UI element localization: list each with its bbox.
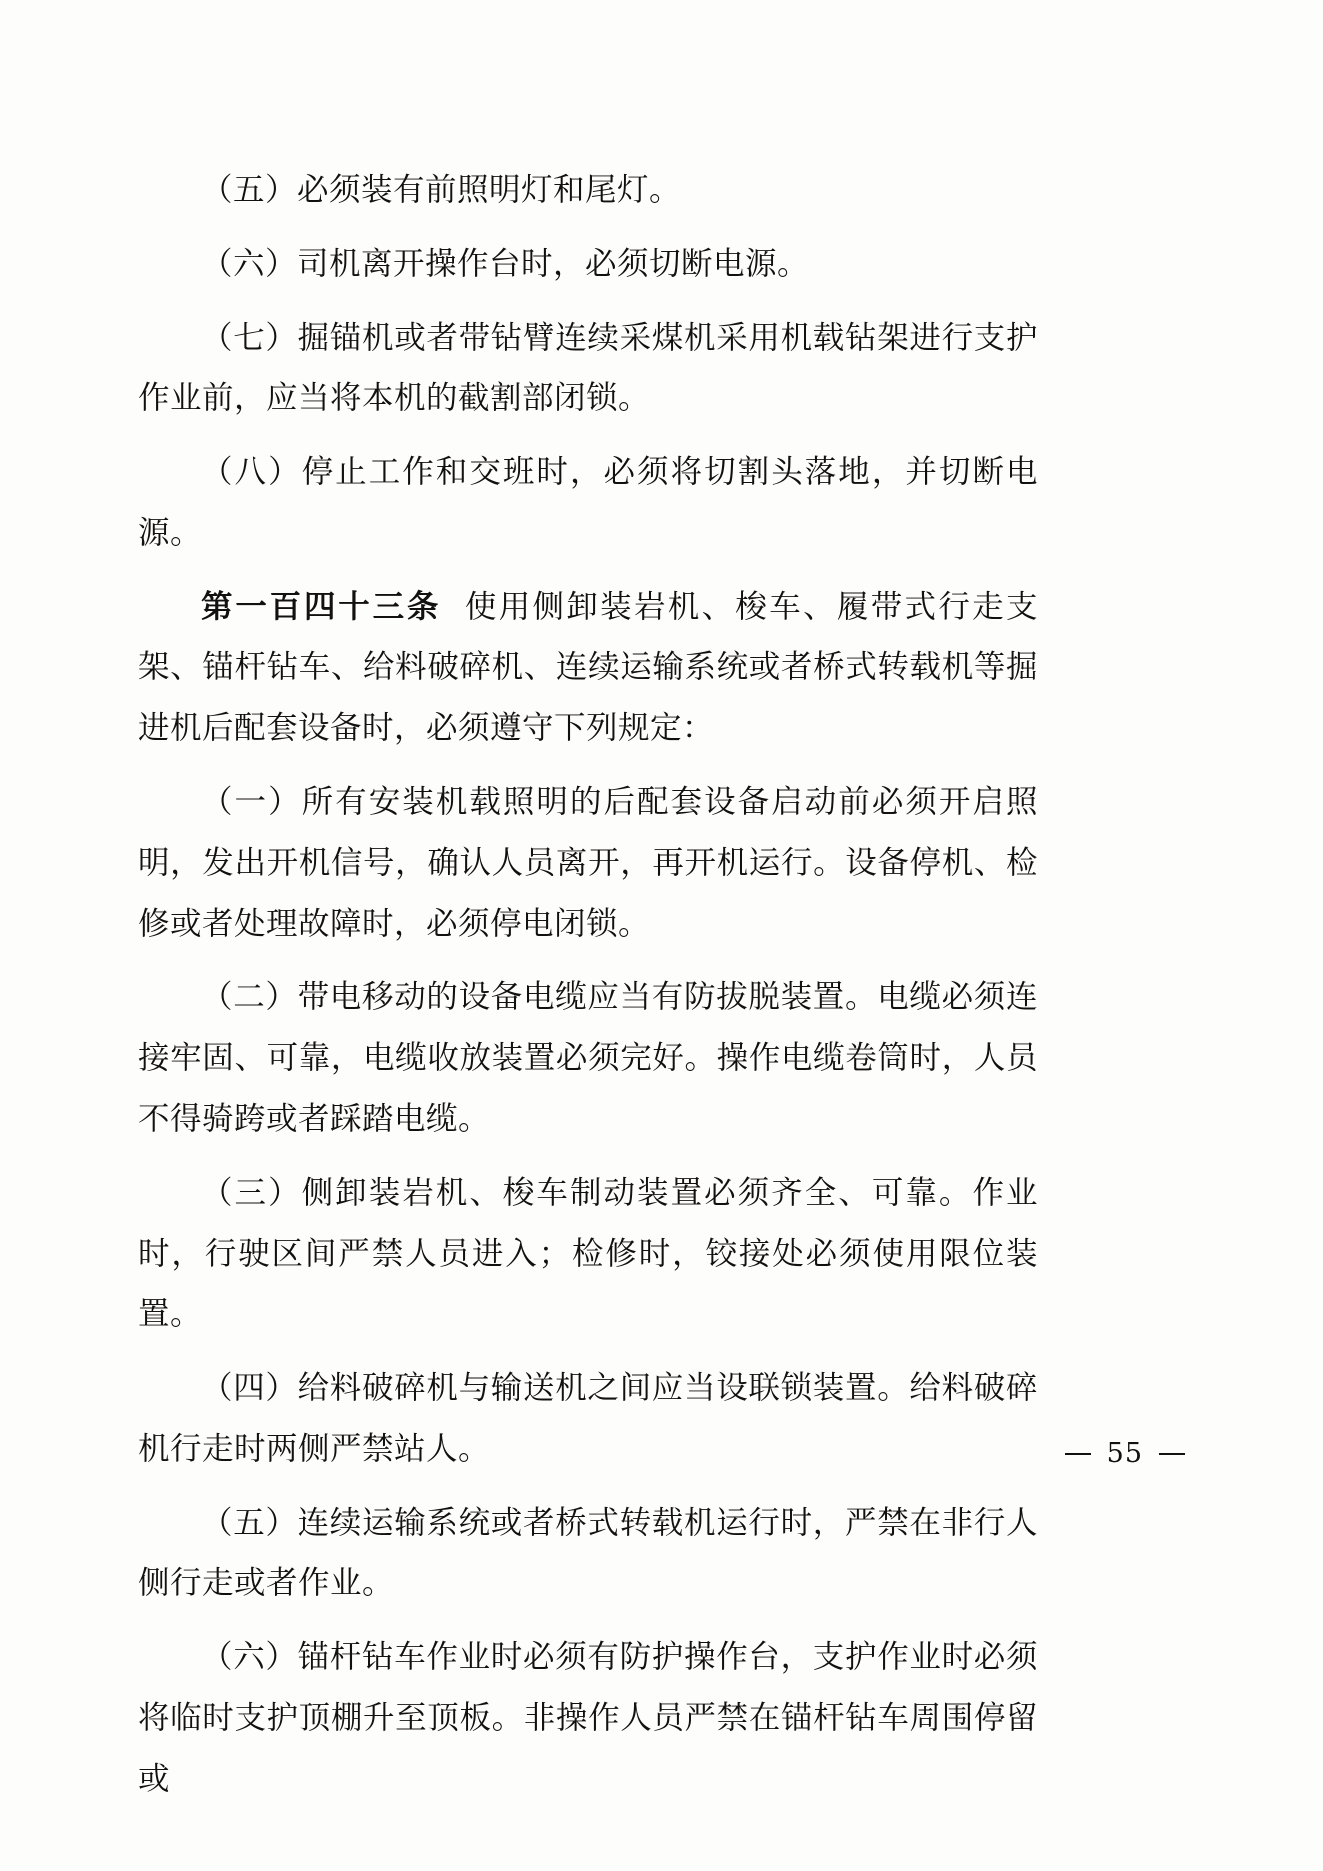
- paragraph-art143-item-3: （三）侧卸装岩机、梭车制动装置必须齐全、可靠。作业时，行驶区间严禁人员进入；检修时，铰接处必须使用限位装置。: [138, 1174, 1038, 1333]
- page-number: 55: [1106, 1438, 1143, 1469]
- paragraph-item-8: （八）停止工作和交班时，必须将切割头落地，并切断电源。: [138, 454, 1038, 551]
- paragraph-item-6: （六）司机离开操作台时，必须切断电源。: [201, 245, 810, 282]
- paragraph-art143-item-1: （一）所有安装机载照明的后配套设备启动前必须开启照明，发出开机信号，确认人员离开，再开机运行。设备停机、检修或者处理故障时，必须停电闭锁。: [138, 784, 1038, 942]
- paragraph-art143-item-2: （二）带电移动的设备电缆应当有防拔脱装置。电缆必须连接牢固、可靠，电缆收放装置必须完好。操作电缆卷筒时，人员不得骑跨或者踩踏电缆。: [138, 979, 1038, 1137]
- footer-dash-left-icon: [1065, 1453, 1091, 1455]
- paragraph-article-143: [138, 577, 1038, 759]
- paragraph-art143-item-5: （五）连续运输系统或者桥式转载机运行时，严禁在非行人侧行走或者作业。: [138, 1504, 1038, 1602]
- article-143-body: 使用侧卸装岩机、梭车、履带式行走支架、锚杆钻车、给料破碎机、连续运输系统或者桥式转载机等掘进机后配套设备时，必须遵守下列规定：: [138, 588, 1038, 747]
- paragraph-item-5: （五）必须装有前照明灯和尾灯。: [201, 172, 682, 208]
- paragraph-art143-item-4: （四）给料破碎机与输送机之间应当设联锁装置。给料破碎机行走时两侧严禁站人。: [138, 1370, 1038, 1467]
- article-number-heading: 第一百四十三条: [201, 588, 442, 625]
- footer-dash-right-icon: [1159, 1453, 1185, 1455]
- page-body-text: [138, 160, 1038, 1823]
- paragraph-art143-item-6: （六）锚杆钻车作业时必须有防护操作台，支护作业时必须将临时支护顶棚升至顶板。非操作人员严禁在锚杆钻车周围停留或: [138, 1639, 1038, 1797]
- paragraph-item-7: （七）掘锚机或者带钻臂连续采煤机采用机载钻架进行支护作业前，应当将本机的截割部闭锁。: [138, 319, 1038, 417]
- page-footer: [1065, 1438, 1185, 1469]
